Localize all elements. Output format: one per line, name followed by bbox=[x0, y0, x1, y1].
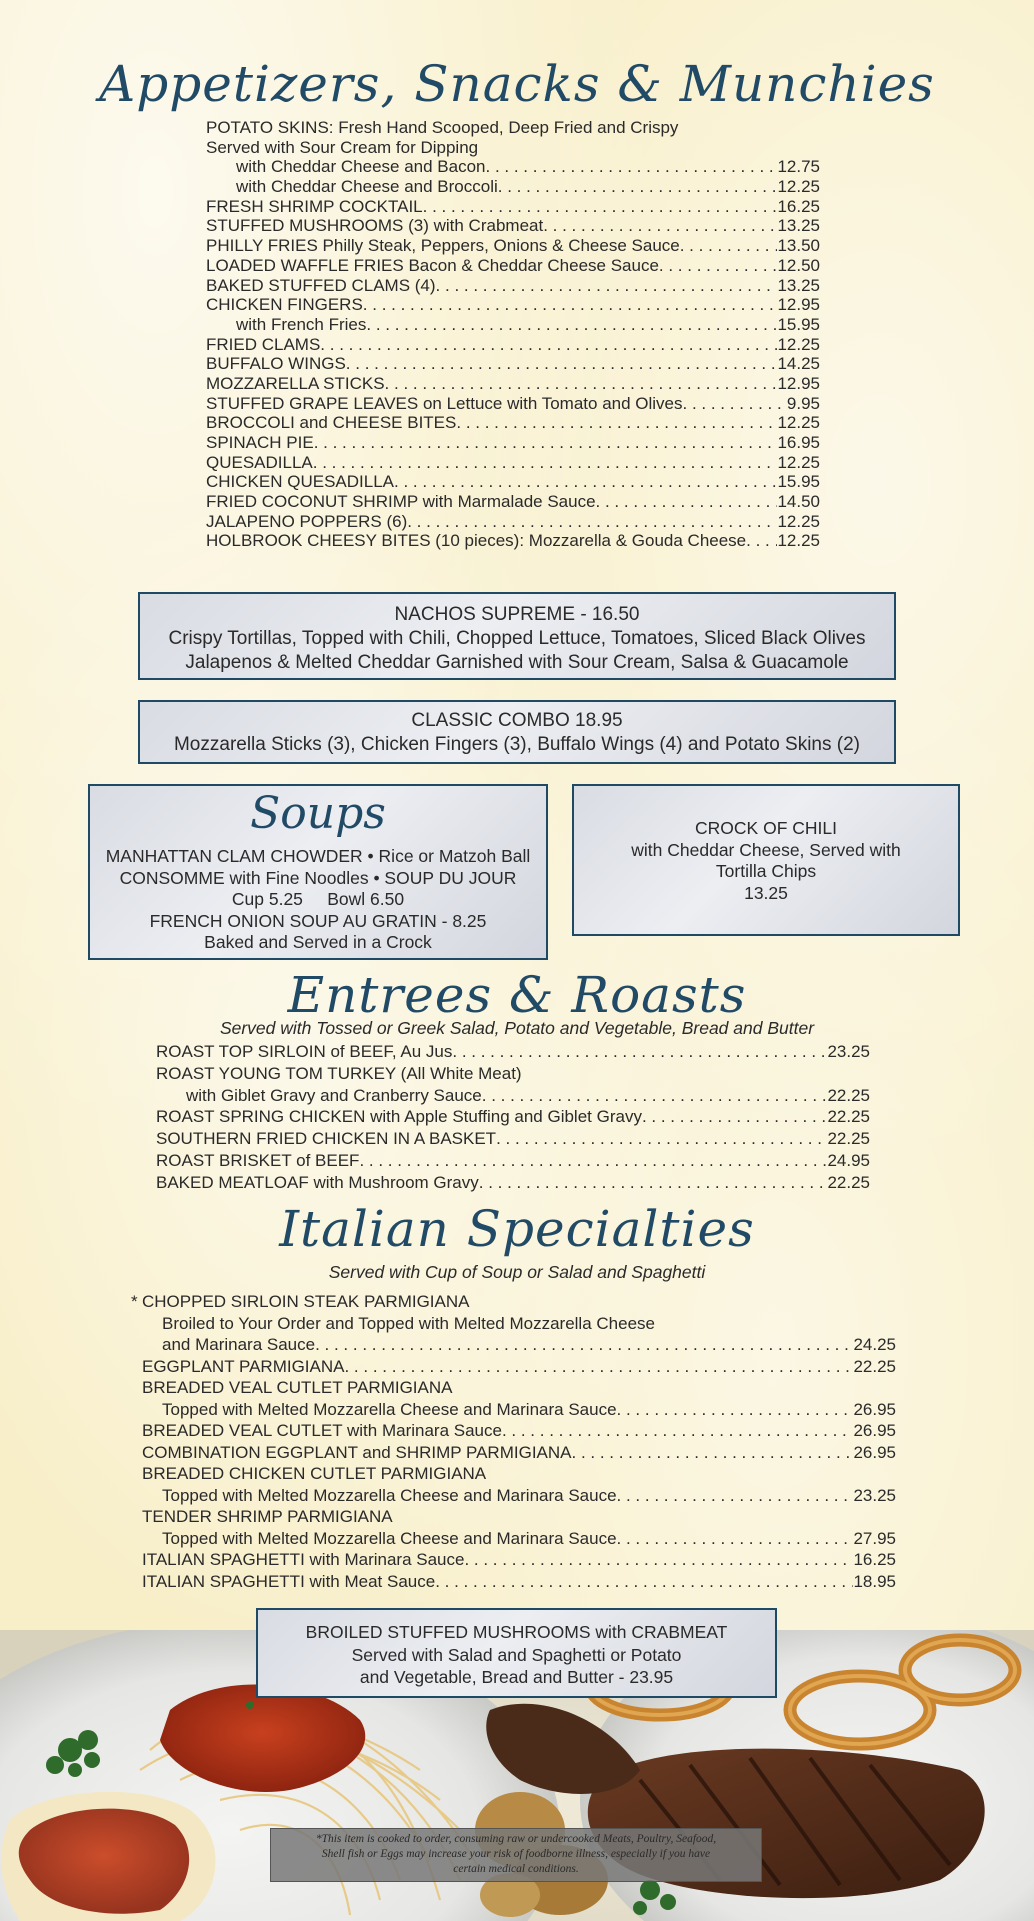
menu-item bbox=[206, 492, 820, 512]
menu-item-label: QUESADILLA bbox=[206, 452, 313, 472]
menu-item-label: CHOPPED SIRLOIN STEAK PARMIGIANA bbox=[142, 1292, 470, 1311]
menu-item bbox=[142, 1549, 896, 1571]
menu-item bbox=[206, 453, 820, 473]
dot-leader bbox=[617, 1528, 854, 1550]
asterisk-mark: * bbox=[131, 1292, 138, 1311]
dot-leader bbox=[496, 1128, 827, 1150]
mushrooms-desc-1: Served with Salad and Spaghetti or Potato bbox=[351, 1644, 682, 1665]
soups-heading: Soups bbox=[250, 788, 386, 839]
dot-leader bbox=[659, 256, 778, 276]
menu-item-label: ROAST BRISKET of BEEF bbox=[156, 1150, 360, 1170]
menu-item-price: 24.95 bbox=[827, 1150, 870, 1170]
menu-item bbox=[206, 295, 820, 315]
nachos-title: NACHOS SUPREME - 16.50 bbox=[394, 604, 640, 625]
dot-leader bbox=[314, 433, 778, 453]
soup-line-5: Baked and Served in a Crock bbox=[204, 932, 432, 952]
dot-leader bbox=[596, 492, 778, 512]
combo-title: CLASSIC COMBO 18.95 bbox=[411, 710, 623, 731]
menu-item-label: BROCCOLI and CHEESE BITES bbox=[206, 413, 457, 433]
menu-item-price: 12.95 bbox=[777, 373, 820, 393]
dot-leader bbox=[683, 394, 787, 414]
menu-item bbox=[142, 1442, 896, 1464]
menu-item-label: POTATO SKINS: Fresh Hand Scooped, Deep Fried and Crispy bbox=[206, 118, 679, 137]
menu-item-price: 26.95 bbox=[853, 1421, 896, 1440]
menu-item bbox=[206, 413, 820, 433]
dot-leader bbox=[359, 1150, 827, 1172]
menu-item bbox=[156, 1041, 870, 1063]
menu-item-label: ITALIAN SPAGHETTI with Meat Sauce bbox=[142, 1571, 436, 1591]
combo-desc: Mozzarella Sticks (3), Chicken Fingers (3), Buffalo Wings (4) and Potato Skins (2) bbox=[173, 734, 860, 755]
menu-item bbox=[206, 433, 820, 453]
menu-item bbox=[142, 1334, 896, 1356]
menu-item bbox=[156, 1128, 870, 1150]
menu-item bbox=[142, 1571, 896, 1593]
menu-item-price: 27.95 bbox=[853, 1528, 896, 1548]
menu-item-price: 13.25 bbox=[777, 216, 820, 236]
menu-item-label: ROAST TOP SIRLOIN of BEEF, Au Jus bbox=[156, 1042, 453, 1061]
soups-box bbox=[88, 784, 548, 960]
nachos-desc-1: Crispy Tortillas, Topped with Chili, Chopped Lettuce, Tomatoes, Sliced Black Olives bbox=[168, 628, 866, 649]
menu-item-label: BUFFALO WINGS bbox=[206, 354, 346, 374]
menu-item bbox=[142, 1506, 896, 1528]
menu-item bbox=[142, 1528, 896, 1550]
menu-item bbox=[206, 315, 820, 335]
menu-item bbox=[206, 531, 820, 551]
soup-line-2: CONSOMME with Fine Noodles • SOUP DU JOUR bbox=[119, 867, 517, 888]
dot-leader bbox=[642, 1106, 828, 1128]
nachos-supreme-box bbox=[138, 592, 896, 680]
menu-item-price: 26.95 bbox=[853, 1399, 896, 1419]
menu-item bbox=[206, 512, 820, 532]
chili-desc-1: with Cheddar Cheese, Served with bbox=[631, 839, 901, 860]
menu-item-price: 9.95 bbox=[786, 393, 820, 413]
dot-leader bbox=[617, 1485, 854, 1507]
menu-item bbox=[156, 1150, 870, 1172]
menu-item bbox=[142, 1291, 896, 1313]
menu-item bbox=[206, 472, 820, 492]
dot-leader bbox=[435, 1571, 853, 1593]
dot-leader bbox=[313, 453, 778, 473]
menu-item bbox=[156, 1106, 870, 1128]
dot-leader bbox=[407, 512, 777, 532]
menu-item-label: FRIED COCONUT SHRIMP with Marmalade Sauce bbox=[206, 492, 596, 512]
entrees-list bbox=[156, 1041, 870, 1194]
menu-item-price: 12.25 bbox=[777, 177, 820, 197]
menu-item-label: and Marinara Sauce bbox=[162, 1335, 316, 1354]
menu-item-price: 12.25 bbox=[777, 511, 820, 531]
disclaimer-line-2: Shell fish or Eggs may increase your risk of foodborne illness, especially if you have bbox=[321, 1848, 711, 1860]
menu-item bbox=[156, 1063, 870, 1085]
dot-leader bbox=[482, 1085, 828, 1107]
menu-item bbox=[156, 1085, 870, 1107]
menu-item-price: 26.95 bbox=[853, 1442, 896, 1462]
menu-item-label: Topped with Melted Mozzarella Cheese and Marinara Sauce bbox=[162, 1399, 617, 1419]
menu-item-price: 14.25 bbox=[777, 354, 820, 374]
dot-leader bbox=[436, 276, 778, 296]
menu-item-label: CHICKEN QUESADILLA bbox=[206, 472, 394, 492]
dot-leader bbox=[498, 177, 778, 197]
menu-item-price: 12.75 bbox=[777, 157, 820, 177]
dot-leader bbox=[315, 1334, 853, 1356]
appetizers-list bbox=[206, 118, 820, 551]
chili-title: CROCK OF CHILI bbox=[695, 818, 837, 838]
menu-item-label: ROAST YOUNG TOM TURKEY (All White Meat) bbox=[156, 1063, 522, 1083]
appetizers-heading: Appetizers, Snacks & Munchies bbox=[99, 55, 935, 113]
menu-item-label: BREADED VEAL CUTLET PARMIGIANA bbox=[142, 1378, 453, 1397]
menu-item bbox=[142, 1463, 896, 1485]
menu-item-label: MOZZARELLA STICKS bbox=[206, 373, 385, 393]
dot-leader bbox=[464, 1549, 853, 1571]
chili-price: 13.25 bbox=[744, 882, 788, 903]
menu-item-label: EGGPLANT PARMIGIANA bbox=[142, 1356, 345, 1376]
dot-leader bbox=[452, 1041, 827, 1063]
menu-item-price: 16.25 bbox=[853, 1550, 896, 1569]
entrees-subtitle: Served with Tossed or Greek Salad, Potato and Vegetable, Bread and Butter bbox=[219, 1018, 815, 1038]
menu-item-price: 23.25 bbox=[827, 1042, 870, 1061]
menu-item-label: BREADED CHICKEN CUTLET PARMIGIANA bbox=[142, 1464, 487, 1483]
italian-list bbox=[142, 1291, 896, 1592]
menu-item-label: FRESH SHRIMP COCKTAIL bbox=[206, 196, 423, 216]
menu-item-price: 12.50 bbox=[777, 255, 820, 275]
menu-item-price: 22.25 bbox=[827, 1172, 870, 1192]
menu-item bbox=[142, 1485, 896, 1507]
menu-item-price: 13.25 bbox=[777, 275, 820, 295]
dot-leader bbox=[320, 335, 777, 355]
menu-item-label: with Giblet Gravy and Cranberry Sauce bbox=[186, 1085, 482, 1105]
menu-item bbox=[206, 177, 820, 197]
menu-item bbox=[206, 138, 820, 158]
menu-item-label: JALAPENO POPPERS (6) bbox=[206, 511, 408, 531]
dot-leader bbox=[346, 354, 778, 374]
menu-item-label: Topped with Melted Mozzarella Cheese and Marinara Sauce bbox=[162, 1528, 617, 1548]
menu-item bbox=[142, 1377, 896, 1399]
dot-leader bbox=[486, 157, 778, 177]
italian-heading: Italian Specialties bbox=[279, 1200, 755, 1258]
menu-item-price: 13.50 bbox=[777, 236, 820, 256]
dot-leader bbox=[617, 1399, 854, 1421]
menu-item-label: STUFFED GRAPE LEAVES on Lettuce with Tomato and Olives bbox=[206, 393, 683, 413]
dot-leader bbox=[385, 374, 778, 394]
menu-item-label: Served with Sour Cream for Dipping bbox=[206, 137, 479, 157]
menu-item-price: 12.25 bbox=[777, 334, 820, 354]
menu-item-price: 12.25 bbox=[777, 413, 820, 433]
dot-leader bbox=[572, 1442, 854, 1464]
menu-item-label: BAKED MEATLOAF with Mushroom Gravy bbox=[156, 1172, 479, 1192]
menu-item-label: ITALIAN SPAGHETTI with Marinara Sauce bbox=[142, 1550, 465, 1569]
disclaimer-line-3: certain medical conditions. bbox=[453, 1863, 579, 1875]
menu-item-label: TENDER SHRIMP PARMIGIANA bbox=[142, 1507, 393, 1526]
dot-leader bbox=[363, 295, 778, 315]
menu-item bbox=[206, 276, 820, 296]
menu-item-price: 12.25 bbox=[777, 452, 820, 472]
menu-item bbox=[206, 335, 820, 355]
dot-leader bbox=[344, 1356, 853, 1378]
menu-item-price: 12.95 bbox=[777, 295, 820, 315]
menu-item-label: CHICKEN FINGERS bbox=[206, 295, 363, 315]
menu-item-price: 12.25 bbox=[777, 531, 820, 551]
classic-combo-box bbox=[138, 700, 896, 764]
dot-leader bbox=[543, 216, 777, 236]
menu-item-label: LOADED WAFFLE FRIES Bacon & Cheddar Cheese Sauce bbox=[206, 255, 659, 275]
menu-item-price: 22.25 bbox=[853, 1356, 896, 1376]
menu-item-label: PHILLY FRIES Philly Steak, Peppers, Onions & Cheese Sauce bbox=[206, 236, 680, 256]
disclaimer-line-1: *This item is cooked to order, consuming raw or undercooked Meats, Poultry, Seafood, bbox=[315, 1833, 717, 1845]
menu-item bbox=[206, 216, 820, 236]
menu-item bbox=[206, 118, 820, 138]
menu-item bbox=[142, 1356, 896, 1378]
menu-item-label: SOUTHERN FRIED CHICKEN IN A BASKET bbox=[156, 1129, 497, 1149]
menu-item bbox=[206, 157, 820, 177]
chili-desc-2: Tortilla Chips bbox=[715, 861, 817, 881]
dot-leader bbox=[502, 1420, 853, 1442]
menu-item bbox=[206, 236, 820, 256]
italian-subtitle: Served with Cup of Soup or Salad and Spaghetti bbox=[328, 1262, 706, 1282]
menu-item-label: SPINACH PIE bbox=[206, 433, 314, 452]
menu-item-label: FRIED CLAMS bbox=[206, 334, 321, 354]
menu-item-price: 15.95 bbox=[777, 314, 820, 334]
menu-item-price: 22.25 bbox=[827, 1129, 870, 1149]
menu-item-price: 22.25 bbox=[827, 1107, 870, 1127]
menu-item-label: with Cheddar Cheese and Broccoli bbox=[236, 177, 498, 197]
menu-item bbox=[142, 1313, 896, 1335]
menu-item-label: with Cheddar Cheese and Bacon bbox=[236, 157, 486, 177]
menu-item-price: 15.95 bbox=[777, 472, 820, 492]
menu-item bbox=[206, 354, 820, 374]
menu-item bbox=[206, 374, 820, 394]
mushrooms-desc-2: and Vegetable, Bread and Butter - 23.95 bbox=[359, 1667, 674, 1687]
food-safety-disclaimer bbox=[270, 1828, 762, 1882]
menu-item-price: 16.95 bbox=[777, 433, 820, 452]
dot-leader bbox=[479, 1172, 828, 1194]
entrees-heading: Entrees & Roasts bbox=[287, 966, 747, 1024]
menu-item-price: 22.25 bbox=[827, 1085, 870, 1105]
menu-item-price: 24.25 bbox=[853, 1335, 896, 1354]
menu-item-label: STUFFED MUSHROOMS (3) with Crabmeat bbox=[206, 216, 544, 236]
nachos-desc-2: Jalapenos & Melted Cheddar Garnished with Sour Cream, Salsa & Guacamole bbox=[185, 652, 849, 673]
menu-item bbox=[142, 1420, 896, 1442]
menu-item-label: Broiled to Your Order and Topped with Melted Mozzarella Cheese bbox=[162, 1313, 655, 1333]
menu-item-price: 18.95 bbox=[853, 1571, 896, 1591]
dot-leader bbox=[680, 236, 778, 256]
soup-line-4: FRENCH ONION SOUP AU GRATIN - 8.25 bbox=[149, 910, 487, 931]
soup-line-3: Cup 5.25 Bowl 6.50 bbox=[231, 889, 405, 909]
dot-leader bbox=[366, 315, 777, 335]
dot-leader bbox=[394, 472, 777, 492]
menu-item-price: 16.25 bbox=[777, 196, 820, 216]
menu-item bbox=[206, 394, 820, 414]
stuffed-mushrooms-box bbox=[256, 1608, 777, 1698]
dot-leader bbox=[456, 413, 777, 433]
menu-item-label: COMBINATION EGGPLANT and SHRIMP PARMIGIANA bbox=[142, 1442, 572, 1462]
menu-item-label: ROAST SPRING CHICKEN with Apple Stuffing and Giblet Gravy bbox=[156, 1107, 642, 1127]
soup-line-1: MANHATTAN CLAM CHOWDER • Rice or Matzoh Ball bbox=[105, 846, 531, 866]
menu-item-price: 14.50 bbox=[777, 492, 820, 512]
menu-item-price: 23.25 bbox=[853, 1485, 896, 1505]
dot-leader bbox=[746, 531, 777, 551]
mushrooms-title: BROILED STUFFED MUSHROOMS with CRABMEAT bbox=[305, 1622, 728, 1642]
menu-item-label: with French Fries bbox=[236, 314, 367, 334]
menu-item-label: BREADED VEAL CUTLET with Marinara Sauce bbox=[142, 1421, 502, 1440]
dot-leader bbox=[423, 197, 778, 217]
menu-item-label: HOLBROOK CHEESY BITES (10 pieces): Mozzarella & Gouda Cheese bbox=[206, 531, 747, 551]
menu-item-label: BAKED STUFFED CLAMS (4) bbox=[206, 275, 436, 295]
menu-item bbox=[142, 1399, 896, 1421]
menu-item-label: Topped with Melted Mozzarella Cheese and Marinara Sauce bbox=[162, 1485, 617, 1505]
crock-of-chili-box bbox=[572, 784, 960, 936]
menu-item bbox=[206, 256, 820, 276]
menu-item bbox=[206, 197, 820, 217]
menu-item bbox=[156, 1172, 870, 1194]
